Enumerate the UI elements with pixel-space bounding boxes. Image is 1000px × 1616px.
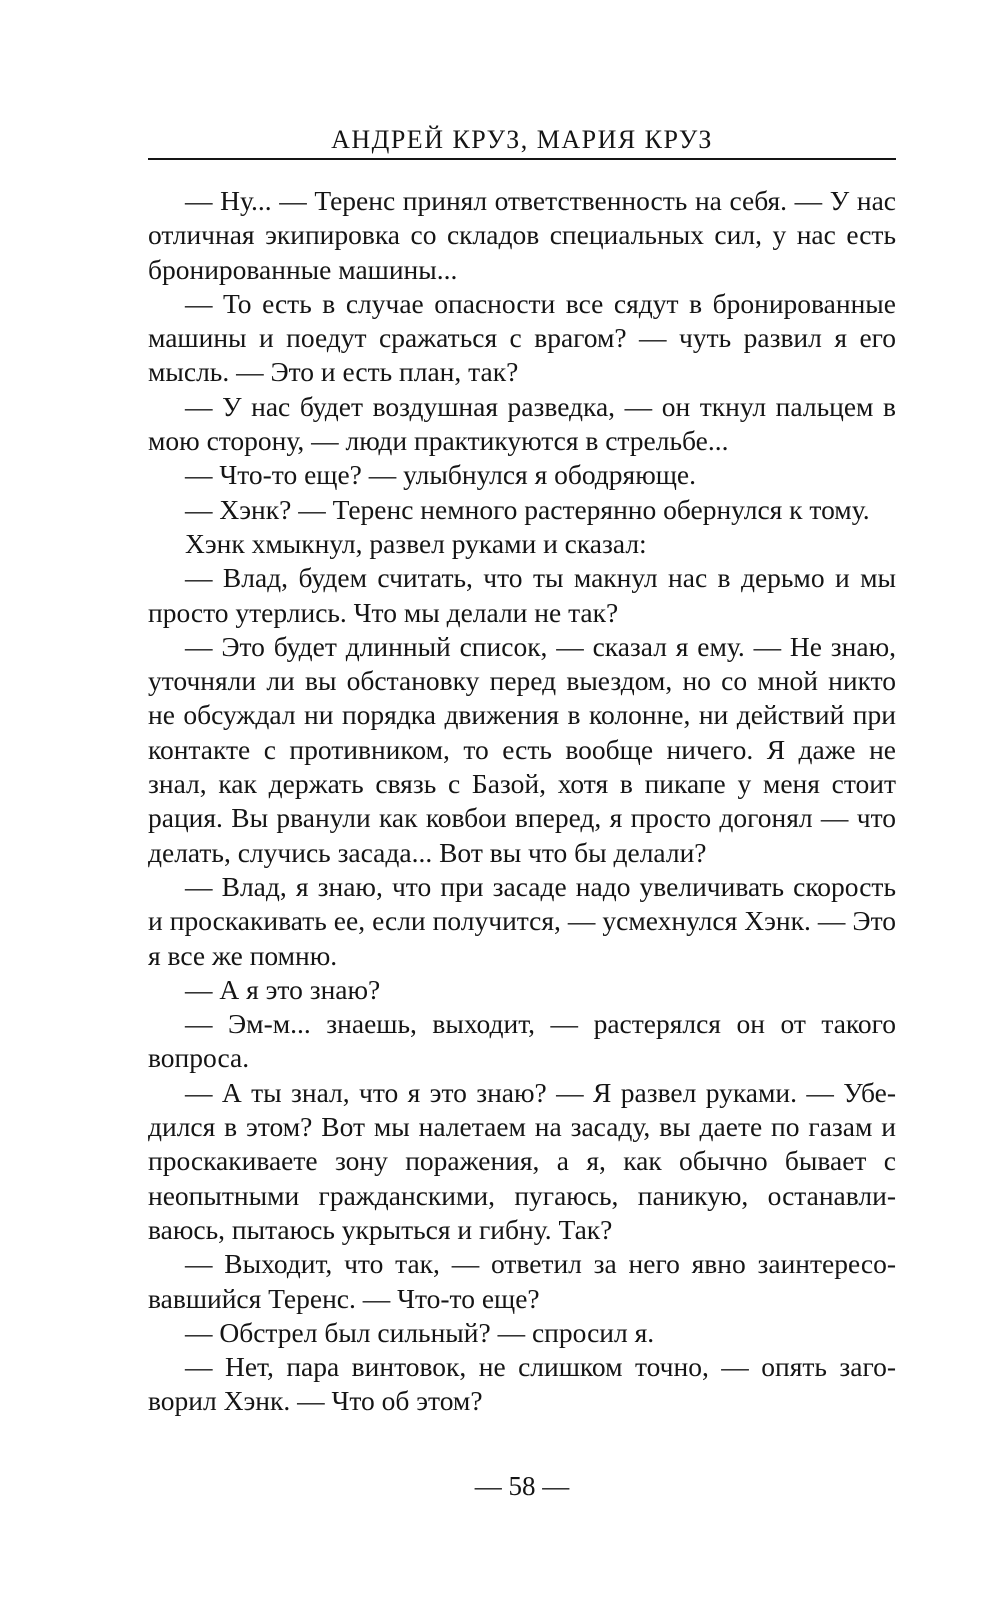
body-text: [148, 184, 896, 1419]
paragraph: — Нет, пара винтовок, не слишком точно, — опять заговорил Хэнк. — Что об этом?: [148, 1351, 896, 1417]
paragraph: — Хэнк? — Теренс немного растерянно обернулся к тому.: [185, 493, 870, 525]
paragraph: — Влад, будем считать, что ты макнул нас в дерьмо и мы просто утерлись. Что мы делали не так?: [148, 562, 896, 628]
running-head-authors: АНДРЕЙ КРУЗ, МАРИЯ КРУЗ: [331, 125, 713, 154]
paragraph: — А я это знаю?: [185, 973, 381, 1005]
paragraph: — То есть в случае опасности все сядут в бронированные машины и поедут сражаться с врагом? — чуть развил я его мысль. — Это и есть план, так?: [148, 287, 896, 388]
paragraph: — Обстрел был сильный? — спросил я.: [185, 1316, 655, 1348]
header-rule: [148, 158, 896, 160]
paragraph: — У нас будет воздушная разведка, — он ткнул пальцем в мою сторону, — люди практикуются в стрельбе...: [148, 390, 896, 457]
paragraph: — Эм-м... знаешь, выходит, — растерялся он от такого вопроса.: [148, 1008, 896, 1074]
paragraph: — А ты знал, что я это знаю? — Я развел руками. — Убедился в этом? Вот мы налетаем на засаду, вы даете по газам и проскакиваете зону поражения, а я, как обычно бывает с неопытными гражданскими, пугаюсь, паникую, останавливаюсь, пытаюсь укрыться и гибну. Так?: [148, 1076, 896, 1245]
paragraph: — Что-то еще? — улыбнулся я ободряюще.: [185, 459, 696, 491]
paragraph: — Влад, я знаю, что при засаде надо увеличивать скорость и проскакивать ее, если получится, — усмехнулся Хэнк. — Это я все же помню.: [148, 870, 896, 971]
paragraph: — Это будет длинный список, — сказал я ему. — Не знаю, уточняли ли вы обстановку перед выездом, но со мной никто не обсуждал ни порядка движения в колонне, ни действий при контакте с противником, то есть вообще ничего. Я даже не знал, как держать связь с Базой, хотя в пикапе у меня стоит рация. Вы рванули как ковбои вперед, я просто догонял — что делать, случись засада... Вот вы что бы делали?: [148, 630, 896, 868]
page-number: — 58 —: [474, 1471, 570, 1501]
paragraph: — Выходит, что так, — ответил за него явно заинтересовавшийся Теренс. — Что-то еще?: [148, 1248, 896, 1314]
paragraph: — Ну... — Теренс принял ответственность на себя. — У нас отличная экипировка со складов специальных сил, у нас есть бронированные машины...: [148, 185, 896, 285]
paragraph: Хэнк хмыкнул, развел руками и сказал:: [185, 527, 647, 559]
